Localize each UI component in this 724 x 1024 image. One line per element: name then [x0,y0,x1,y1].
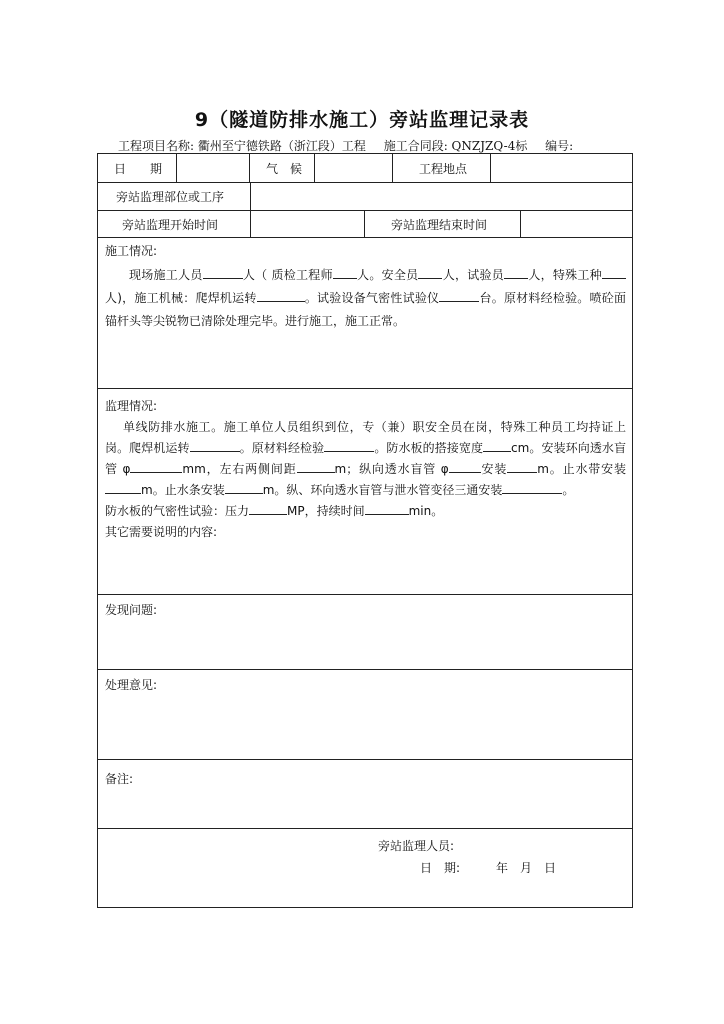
blank-special[interactable] [602,266,626,279]
row-date [98,154,632,183]
blank-welder[interactable] [257,289,305,302]
blank-tester-device[interactable] [439,289,479,302]
supervision-section [98,389,632,595]
problems-section [98,595,632,670]
start-time-value[interactable] [250,211,364,237]
blank-material-check[interactable] [324,439,374,452]
problems-label: 发现问题: [105,603,158,617]
blank-spacing[interactable] [297,460,335,473]
start-time-label: 旁站监理开始时间 [122,217,219,232]
supervision-text: 单线防排水施工。施工单位人员组织到位，专（兼）职安全员在岗，特殊工种员工均持证上岗。爬焊机运转 。原材料经检验 。防水板的搭接宽度 cm。安装环向透水盲管 φ mm，左右两侧间距 m；纵向透水盲管 φ 安装 m。止水带安装m。止水条安装 m。纵、环向透水盲管与泄水管变径三通安装 。 防水板的气密性试验：压力 MP，持续时间 min。 其它需要说明的内容: [105,420,626,539]
blank-safety[interactable] [418,266,442,279]
weather-value[interactable] [314,154,392,182]
blank-overlap-width[interactable] [483,439,511,452]
blank-long-pipe-dia[interactable] [449,460,481,473]
construction-text: 现场施工人员 人（ 质检工程师 人。安全员 人，试验员 人，特殊工种人)，施工机械：爬焊机运转 。试验设备气密性试验仪 台。原材料经检验。喷砼面锚杆头等尖锐物已清除处理完毕。进行施工，施工正常。 [105,268,626,328]
construction-section [98,238,632,389]
location-label: 工程地点 [392,154,490,182]
row-time [98,211,632,238]
end-time-label: 旁站监理结束时间 [364,211,520,237]
blank-testers[interactable] [504,266,528,279]
project-name: 工程项目名称: 衢州至宁德铁路（浙江段）工程 [118,139,366,153]
blank-ring-pipe-dia[interactable] [130,460,182,473]
contract-section: 施工合同段: QNZJZQ-4标 [383,139,528,153]
form-number: 编号: [545,139,574,153]
remarks-label: 备注: [105,772,134,786]
opinion-label: 处理意见: [105,678,158,692]
supervision-label: 监理情况: [105,399,158,413]
end-time-value[interactable] [520,211,634,237]
row-part [98,183,632,211]
blank-workers[interactable] [203,266,243,279]
blank-long-pipe-length[interactable] [507,460,537,473]
blank-waterstop-belt[interactable] [105,481,141,494]
record-form [97,153,633,908]
blank-duration[interactable] [365,502,409,515]
weather-label: 气 候 [249,154,314,182]
part-value[interactable] [250,183,634,210]
blank-waterstop-strip[interactable] [225,481,263,494]
blank-inspectors[interactable] [333,266,357,279]
blank-pressure[interactable] [249,502,287,515]
date-label: 日 期 [114,161,163,176]
blank-tee-install[interactable] [502,481,562,494]
construction-label: 施工情况: [105,244,158,258]
remarks-section [98,760,632,829]
blank-welder-status[interactable] [190,439,240,452]
signature-area [98,829,632,908]
page-title: 9（隧道防排水施工）旁站监理记录表 [194,109,530,131]
location-value[interactable] [490,154,634,182]
date-value[interactable] [176,154,249,182]
signature-date: 日 期: 年 月 日 [420,861,557,875]
opinion-section [98,670,632,760]
part-label: 旁站监理部位或工序 [116,190,225,204]
supervisor-label: 旁站监理人员: [378,839,455,853]
header-info [118,137,587,154]
